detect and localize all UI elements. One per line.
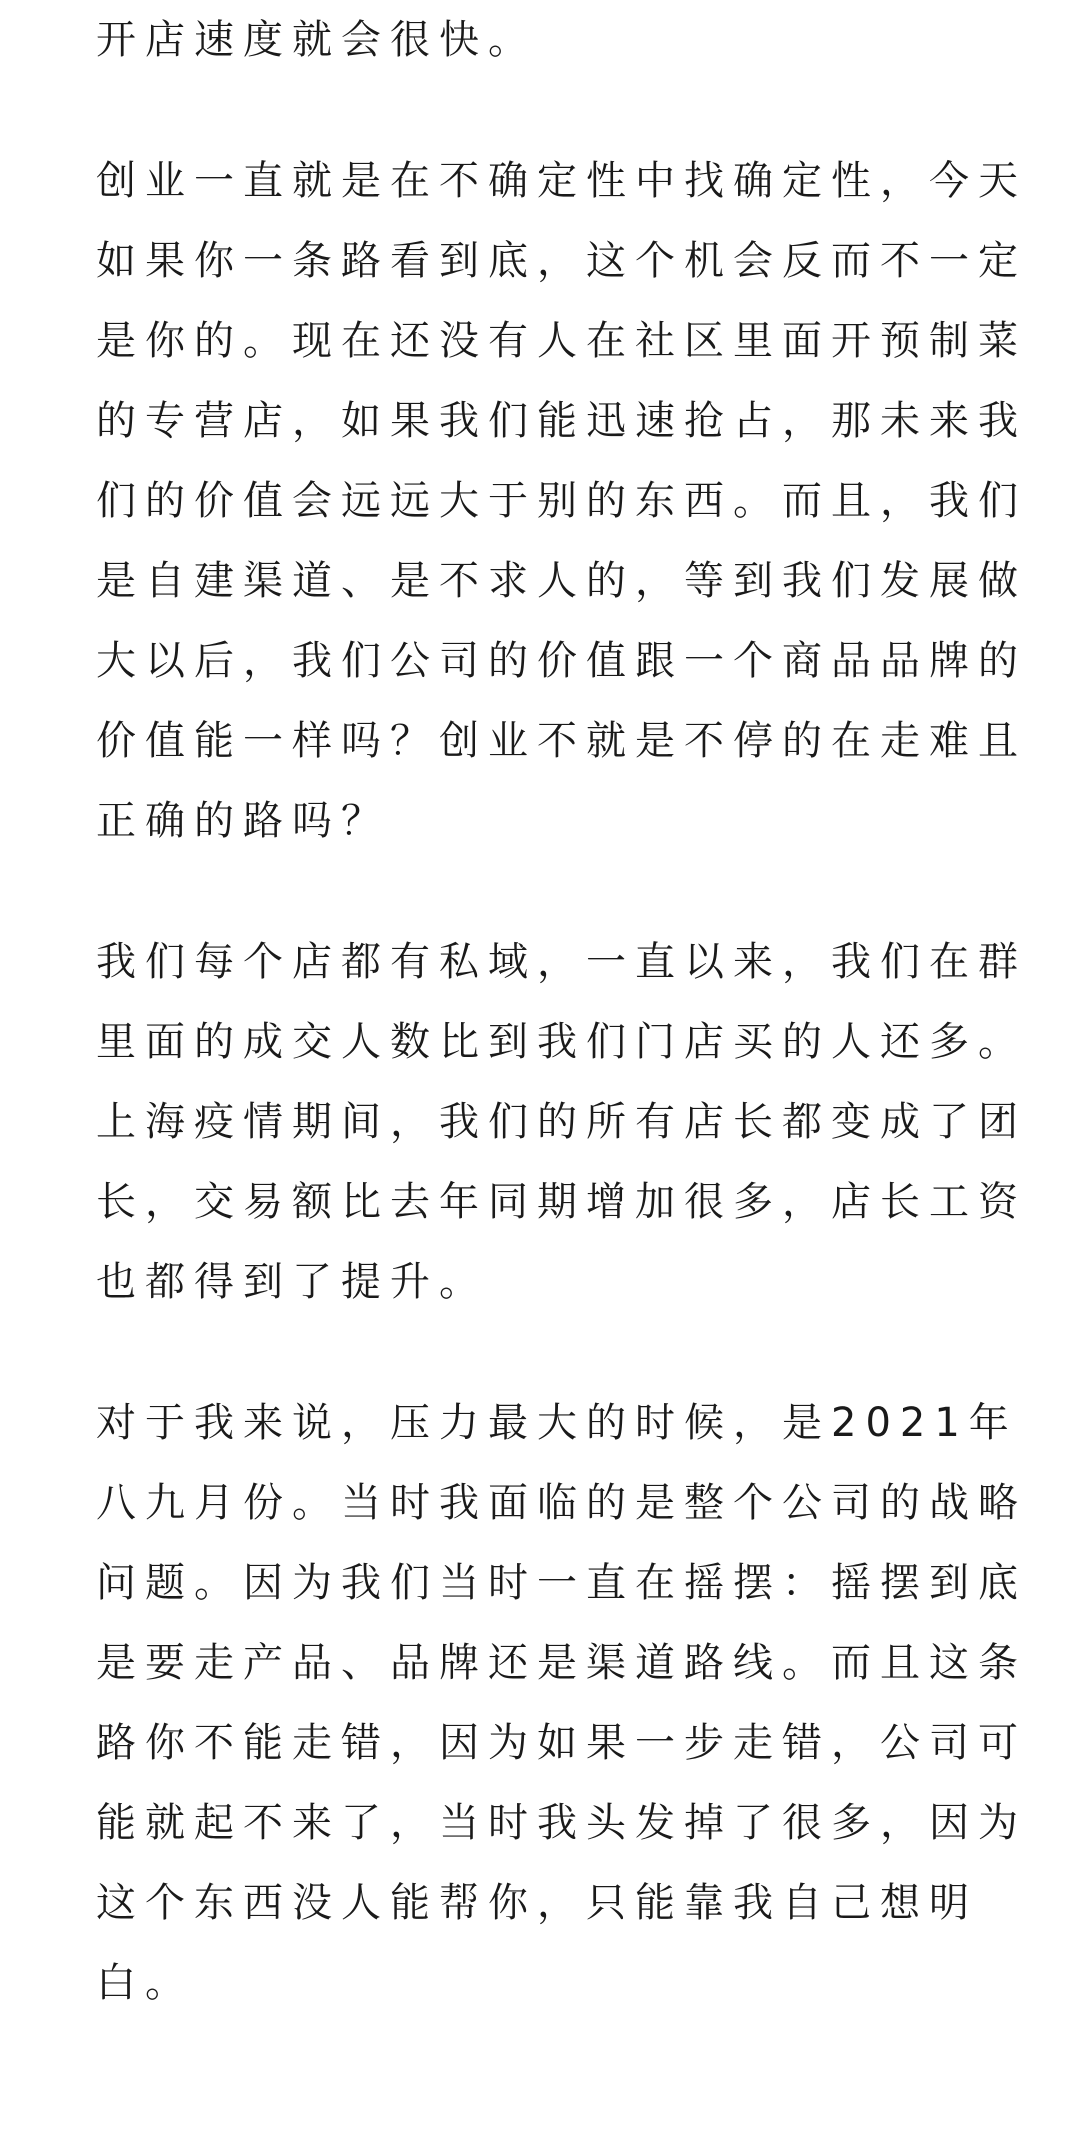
paragraph-line: 正确的路吗？ [96, 798, 390, 844]
paragraph-line: 如果你一条路看到底，这个机会反而不一定 [96, 238, 1027, 284]
paragraph-line: 的专营店，如果我们能迅速抢占，那未来我 [96, 398, 1027, 444]
paragraph-line: 路你不能走错，因为如果一步走错，公司可 [96, 1720, 1027, 1766]
paragraph-line: 白。 [96, 1960, 194, 2006]
paragraph-line: 这个东西没人能帮你，只能靠我自己想明 [96, 1880, 978, 1926]
paragraph-line: 里面的成交人数比到我们门店买的人还多。 [96, 1019, 1027, 1065]
paragraph-line: 是你的。现在还没有人在社区里面开预制菜 [96, 318, 1027, 364]
paragraph-line: 是自建渠道、是不求人的，等到我们发展做 [96, 558, 1027, 604]
paragraph-line: 是要走产品、品牌还是渠道路线。而且这条 [96, 1640, 1027, 1686]
paragraph-line: 创业一直就是在不确定性中找确定性，今天 [96, 158, 1027, 204]
paragraph-line: 能就起不来了，当时我头发掉了很多，因为 [96, 1800, 1027, 1846]
paragraph-line: 长，交易额比去年同期增加很多，店长工资 [96, 1179, 1027, 1225]
paragraph-line: 上海疫情期间，我们的所有店长都变成了团 [96, 1099, 1027, 1145]
paragraph-line: 价值能一样吗？创业不就是不停的在走难且 [96, 718, 1027, 764]
paragraph-line: 我们每个店都有私域，一直以来，我们在群 [96, 939, 1027, 985]
paragraph-line: 八九月份。当时我面临的是整个公司的战略 [96, 1480, 1027, 1526]
paragraph-line: 开店速度就会很快。 [96, 17, 537, 63]
paragraph-line: 们的价值会远远大于别的东西。而且，我们 [96, 478, 1027, 524]
paragraph-line: 对于我来说，压力最大的时候，是2021年 [96, 1400, 1018, 1446]
paragraph-line: 也都得到了提升。 [96, 1259, 488, 1305]
paragraph-line: 问题。因为我们当时一直在摇摆：摇摆到底 [96, 1560, 1027, 1606]
paragraph-line: 大以后，我们公司的价值跟一个商品品牌的 [96, 638, 1027, 684]
